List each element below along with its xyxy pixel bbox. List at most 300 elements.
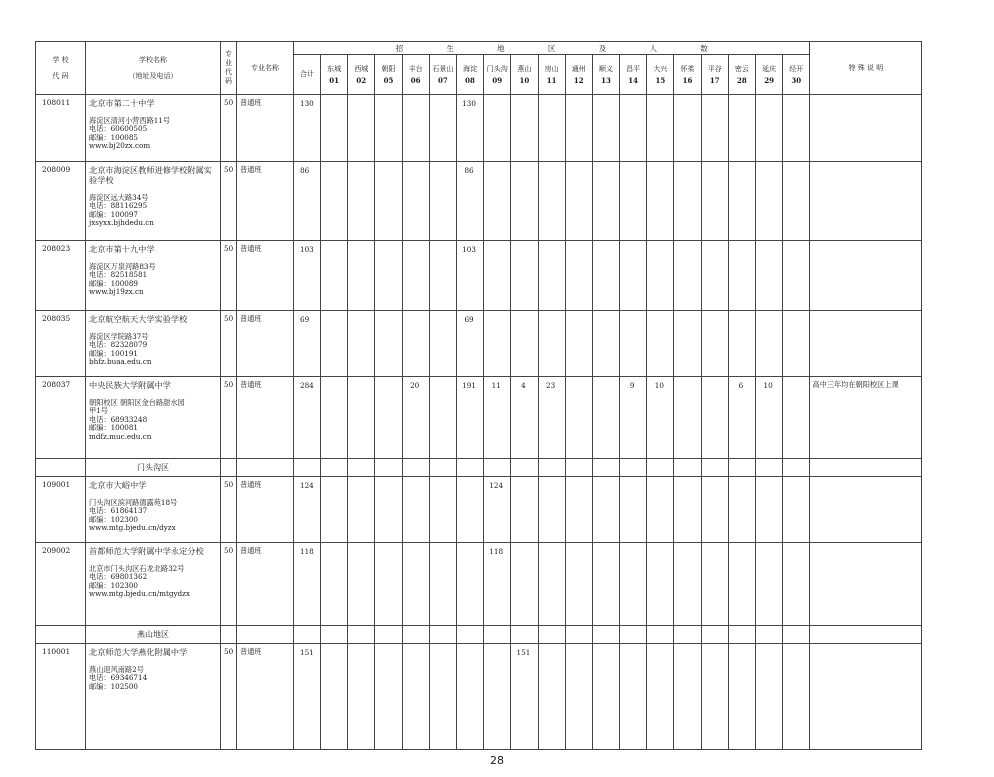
quota-13 <box>592 644 619 750</box>
quota-17 <box>701 241 728 311</box>
region-empty-cell <box>701 459 728 477</box>
quota-12 <box>565 95 592 162</box>
school-code: 109001 <box>36 477 86 543</box>
region-empty-cell <box>538 459 565 477</box>
quota-06 <box>402 311 429 377</box>
quota-30 <box>783 644 810 750</box>
district-code: 01 <box>329 75 339 85</box>
school-info-line: 邮编：100081 <box>89 423 139 433</box>
quota-07 <box>429 162 456 241</box>
quota-06 <box>402 241 429 311</box>
enrollment-table <box>35 41 922 750</box>
region-empty-cell <box>783 626 810 644</box>
school-info-line: 朝阳校区 朝阳区金台路甜水园 <box>89 398 185 407</box>
quota-28 <box>728 162 755 241</box>
school-row <box>36 162 922 241</box>
school-row <box>36 543 922 626</box>
school-info-line: www.bj19zx.cn <box>89 287 144 297</box>
region-empty-cell <box>294 459 321 477</box>
major-name: 普通班 <box>237 644 294 750</box>
quota-16 <box>674 162 701 241</box>
district-code: 02 <box>356 75 367 85</box>
quota-07 <box>429 311 456 377</box>
school-info-line: 邮编：102300 <box>89 580 139 590</box>
header-district-05 <box>375 55 402 95</box>
quota-29: 10 <box>756 377 783 459</box>
quota-17 <box>701 377 728 459</box>
header-enrollment-char: 生 <box>446 43 454 53</box>
header-major-code-char: 专 <box>225 50 232 58</box>
quota-12 <box>565 162 592 241</box>
quota-09 <box>484 95 511 162</box>
district-name: 丰台 <box>408 64 423 73</box>
major-code: 50 <box>221 241 237 311</box>
quota-05 <box>375 644 402 750</box>
school-row <box>36 377 922 459</box>
quota-17 <box>701 644 728 750</box>
region-empty-code <box>36 459 86 477</box>
major-code: 50 <box>221 162 237 241</box>
district-code: 28 <box>737 75 747 85</box>
quota-09: 118 <box>484 543 511 626</box>
quota-12 <box>565 241 592 311</box>
region-empty-cell <box>484 626 511 644</box>
quota-16 <box>674 644 701 750</box>
school-row <box>36 95 922 162</box>
school-info-line: 海淀区学院路37号 <box>89 332 149 341</box>
region-empty-cell <box>511 459 538 477</box>
region-empty-code <box>36 626 86 644</box>
header-enrollment-title-chars <box>294 43 809 54</box>
quota-01 <box>321 95 348 162</box>
school-info-line: 门头沟区滨河路德露苑18号 <box>89 498 178 507</box>
region-empty-cell <box>728 459 755 477</box>
quota-16 <box>674 95 701 162</box>
school-name: 北京市第二十中学 <box>89 98 155 108</box>
header-enrollment-char: 区 <box>547 43 556 53</box>
quota-02 <box>348 477 375 543</box>
quota-30 <box>783 95 810 162</box>
district-name: 石景山 <box>432 64 454 73</box>
special-remark <box>810 241 922 311</box>
school-info-line: 邮编：102500 <box>89 681 139 691</box>
district-code: 12 <box>573 75 584 85</box>
header-district-06 <box>402 55 429 95</box>
quota-17 <box>701 311 728 377</box>
quota-09 <box>484 162 511 241</box>
school-code: 208023 <box>36 241 86 311</box>
special-remark <box>810 95 922 162</box>
quota-16 <box>674 377 701 459</box>
region-empty-cell <box>701 626 728 644</box>
region-empty-cell <box>294 626 321 644</box>
district-name: 延庆 <box>762 64 777 73</box>
quota-30 <box>783 311 810 377</box>
quota-17 <box>701 543 728 626</box>
district-code: 05 <box>383 75 394 85</box>
school-info-line: 甲1号 <box>89 406 108 416</box>
quota-10 <box>511 477 538 543</box>
school-info-line: 电话：69801362 <box>89 572 148 582</box>
district-name: 经开 <box>789 64 804 73</box>
district-name: 朝阳 <box>381 64 396 73</box>
quota-06 <box>402 644 429 750</box>
quota-10 <box>511 311 538 377</box>
special-remark <box>810 477 922 543</box>
district-name: 门头沟 <box>486 64 508 73</box>
school-row <box>36 644 922 750</box>
region-empty-cell <box>402 459 429 477</box>
major-name: 普通班 <box>237 311 294 377</box>
quota-07 <box>429 95 456 162</box>
school-name-cell <box>86 644 221 750</box>
header-district-30 <box>783 55 810 95</box>
school-info-line: 电话：68933248 <box>89 414 148 424</box>
major-code: 50 <box>221 311 237 377</box>
header-major-name: 专业名称 <box>237 42 294 95</box>
school-row <box>36 241 922 311</box>
header-enrollment-char: 招 <box>395 43 404 53</box>
quota-01 <box>321 477 348 543</box>
district-name: 房山 <box>544 64 559 73</box>
quota-total: 284 <box>294 377 321 459</box>
quota-16 <box>674 241 701 311</box>
region-empty-cell <box>321 626 348 644</box>
quota-16 <box>674 477 701 543</box>
school-name-cell <box>86 162 221 241</box>
region-empty-cell <box>620 626 647 644</box>
quota-01 <box>321 377 348 459</box>
region-empty-cell <box>728 626 755 644</box>
quota-29 <box>756 644 783 750</box>
quota-29 <box>756 162 783 241</box>
school-info-line: 邮编：100085 <box>89 132 139 142</box>
region-name: 门头沟区 <box>86 459 221 477</box>
quota-02 <box>348 95 375 162</box>
header-school-name <box>86 42 221 95</box>
region-empty-cell <box>647 459 674 477</box>
region-empty-cell <box>620 459 647 477</box>
header-district-11 <box>538 55 565 95</box>
school-info-line: 电话：61864137 <box>89 506 148 516</box>
quota-30 <box>783 477 810 543</box>
quota-06 <box>402 95 429 162</box>
header-major-code <box>221 42 237 95</box>
quota-07 <box>429 543 456 626</box>
district-name: 大兴 <box>653 64 668 73</box>
quota-12 <box>565 543 592 626</box>
quota-01 <box>321 241 348 311</box>
quota-14 <box>620 644 647 750</box>
quota-12 <box>565 377 592 459</box>
header-enrollment-char: 数 <box>700 43 708 53</box>
school-code: 108011 <box>36 95 86 162</box>
school-info-line: 北京市门头沟区石龙北路32号 <box>89 564 185 573</box>
school-info-line: 邮编：100097 <box>89 209 139 219</box>
quota-30 <box>783 241 810 311</box>
quota-10 <box>511 95 538 162</box>
header-school-code <box>36 42 86 95</box>
quota-total: 130 <box>294 95 321 162</box>
school-info-line: jxsyxx.bjhdedu.cn <box>89 218 154 228</box>
region-row <box>36 459 922 477</box>
school-name-cell <box>86 95 221 162</box>
school-info-line: 电话：69346714 <box>89 673 148 683</box>
school-info-line: bhfz.buaa.edu.cn <box>89 357 152 367</box>
quota-28 <box>728 477 755 543</box>
header-district-12 <box>565 55 592 95</box>
quota-11 <box>538 95 565 162</box>
school-row <box>36 477 922 543</box>
quota-02 <box>348 377 375 459</box>
header-major-code-char: 业 <box>225 59 232 67</box>
quota-07 <box>429 477 456 543</box>
major-code: 50 <box>221 377 237 459</box>
header-district-28 <box>728 55 755 95</box>
quota-01 <box>321 543 348 626</box>
quota-13 <box>592 95 619 162</box>
header-school-code-text: 代 码 <box>52 72 69 80</box>
quota-05 <box>375 543 402 626</box>
quota-02 <box>348 644 375 750</box>
region-empty-cell <box>221 626 237 644</box>
header-major-code-char: 码 <box>225 77 232 85</box>
quota-15 <box>647 644 674 750</box>
school-info-line: 电话：88116295 <box>89 201 148 211</box>
quota-07 <box>429 644 456 750</box>
quota-08 <box>456 543 483 626</box>
quota-16 <box>674 311 701 377</box>
quota-17 <box>701 477 728 543</box>
quota-11 <box>538 477 565 543</box>
school-code: 208035 <box>36 311 86 377</box>
header-district-29 <box>756 55 783 95</box>
school-name-cell <box>86 543 221 626</box>
district-name: 平谷 <box>707 64 722 73</box>
major-name: 普通班 <box>237 477 294 543</box>
district-code: 17 <box>709 75 720 85</box>
region-empty-cell <box>810 626 922 644</box>
region-empty-cell <box>429 459 456 477</box>
header-district-17 <box>701 55 728 95</box>
quota-09 <box>484 311 511 377</box>
district-code: 08 <box>465 75 475 85</box>
quota-05 <box>375 95 402 162</box>
district-code: 15 <box>655 75 666 85</box>
quota-28 <box>728 241 755 311</box>
school-info-line: mdfz.muc.edu.cn <box>89 431 152 441</box>
quota-06 <box>402 543 429 626</box>
region-empty-cell <box>429 626 456 644</box>
quota-09 <box>484 241 511 311</box>
quota-01 <box>321 644 348 750</box>
quota-09: 11 <box>484 377 511 459</box>
school-info-line: 海淀区万泉河路83号 <box>89 262 156 271</box>
school-info-line: 邮编：102300 <box>89 514 139 524</box>
quota-08 <box>456 477 483 543</box>
quota-08: 130 <box>456 95 483 162</box>
school-code: 208037 <box>36 377 86 459</box>
quota-11 <box>538 162 565 241</box>
quota-14 <box>620 241 647 311</box>
quota-10: 151 <box>511 644 538 750</box>
quota-06: 20 <box>402 377 429 459</box>
region-empty-cell <box>674 626 701 644</box>
quota-01 <box>321 162 348 241</box>
special-remark <box>810 644 922 750</box>
region-empty-cell <box>538 626 565 644</box>
quota-14 <box>620 543 647 626</box>
major-name: 普通班 <box>237 377 294 459</box>
district-name: 燕山 <box>517 64 532 73</box>
quota-07 <box>429 377 456 459</box>
quota-01 <box>321 311 348 377</box>
district-code: 10 <box>519 75 530 85</box>
school-info-line: 邮编：100191 <box>89 348 139 358</box>
quota-14 <box>620 311 647 377</box>
quota-10 <box>511 543 538 626</box>
quota-29 <box>756 311 783 377</box>
region-empty-cell <box>456 626 483 644</box>
quota-10 <box>511 162 538 241</box>
district-code: 11 <box>546 75 557 85</box>
region-empty-cell <box>402 626 429 644</box>
region-empty-cell <box>674 459 701 477</box>
quota-05 <box>375 311 402 377</box>
quota-15: 10 <box>647 377 674 459</box>
quota-15 <box>647 162 674 241</box>
region-empty-cell <box>321 459 348 477</box>
header-district-08 <box>456 55 483 95</box>
school-name: 北京市大峪中学 <box>89 480 147 490</box>
page-number: 28 <box>490 754 504 767</box>
quota-15 <box>647 241 674 311</box>
major-name: 普通班 <box>237 543 294 626</box>
region-empty-cell <box>647 626 674 644</box>
major-code: 50 <box>221 95 237 162</box>
region-empty-cell <box>237 626 294 644</box>
quota-total: 103 <box>294 241 321 311</box>
region-empty-cell <box>348 459 375 477</box>
quota-09 <box>484 644 511 750</box>
region-empty-cell <box>592 626 619 644</box>
district-name: 西城 <box>354 64 369 73</box>
quota-07 <box>429 241 456 311</box>
quota-15 <box>647 477 674 543</box>
quota-11 <box>538 241 565 311</box>
quota-14: 9 <box>620 377 647 459</box>
quota-15 <box>647 95 674 162</box>
school-info-line: 海淀区远大路34号 <box>89 193 149 202</box>
quota-08: 69 <box>456 311 483 377</box>
quota-12 <box>565 311 592 377</box>
school-name: 北京师范大学燕化附属中学 <box>89 647 188 657</box>
district-code: 13 <box>601 75 611 85</box>
region-empty-cell <box>810 459 922 477</box>
school-info-line: 电话：82328079 <box>89 340 148 350</box>
quota-06 <box>402 477 429 543</box>
header-major-code-char: 代 <box>225 68 232 76</box>
header-district-01 <box>321 55 348 95</box>
region-empty-cell <box>565 626 592 644</box>
quota-30 <box>783 543 810 626</box>
major-code: 50 <box>221 477 237 543</box>
header-school-name-text: 学校名称 <box>139 56 167 64</box>
region-empty-cell <box>756 459 783 477</box>
quota-05 <box>375 162 402 241</box>
major-code: 50 <box>221 543 237 626</box>
header-enrollment-char: 地 <box>497 43 505 53</box>
header-district-02 <box>348 55 375 95</box>
quota-06 <box>402 162 429 241</box>
district-name: 怀柔 <box>680 64 695 73</box>
quota-28 <box>728 644 755 750</box>
district-name: 昌平 <box>626 64 641 73</box>
special-remark <box>810 162 922 241</box>
quota-17 <box>701 95 728 162</box>
school-name-cell <box>86 477 221 543</box>
school-name-cell <box>86 377 221 459</box>
district-code: 16 <box>682 75 693 85</box>
school-row <box>36 311 922 377</box>
school-code: 209002 <box>36 543 86 626</box>
quota-11 <box>538 543 565 626</box>
quota-09: 124 <box>484 477 511 543</box>
school-name: 中央民族大学附属中学 <box>89 380 171 390</box>
major-name: 普通班 <box>237 95 294 162</box>
quota-total: 124 <box>294 477 321 543</box>
header-enrollment-title <box>294 42 810 55</box>
district-name: 海淀 <box>463 64 478 73</box>
quota-05 <box>375 377 402 459</box>
quota-08: 191 <box>456 377 483 459</box>
school-code: 208009 <box>36 162 86 241</box>
quota-17 <box>701 162 728 241</box>
special-remark <box>810 543 922 626</box>
header-district-10 <box>511 55 538 95</box>
quota-total: 118 <box>294 543 321 626</box>
quota-11 <box>538 311 565 377</box>
school-info-line: 海淀区清河小营西路11号 <box>89 116 171 125</box>
header-district-16 <box>674 55 701 95</box>
district-code: 14 <box>628 75 639 85</box>
region-empty-cell <box>221 459 237 477</box>
school-name: 北京航空航天大学实验学校 <box>89 314 188 324</box>
quota-total: 151 <box>294 644 321 750</box>
quota-05 <box>375 241 402 311</box>
district-name: 东城 <box>327 64 342 73</box>
school-info-line: 电话：60600505 <box>89 124 148 134</box>
header-total: 合计 <box>294 55 321 95</box>
quota-28 <box>728 95 755 162</box>
major-code: 50 <box>221 644 237 750</box>
region-empty-cell <box>511 626 538 644</box>
quota-total: 86 <box>294 162 321 241</box>
quota-05 <box>375 477 402 543</box>
quota-12 <box>565 644 592 750</box>
district-code: 09 <box>492 75 503 85</box>
quota-11: 23 <box>538 377 565 459</box>
school-name-cell <box>86 311 221 377</box>
quota-13 <box>592 311 619 377</box>
school-info-line: 邮编：100089 <box>89 278 139 288</box>
region-empty-cell <box>756 626 783 644</box>
quota-11 <box>538 644 565 750</box>
header-row-1 <box>36 42 922 55</box>
quota-02 <box>348 311 375 377</box>
district-code: 30 <box>791 75 802 85</box>
major-name: 普通班 <box>237 162 294 241</box>
